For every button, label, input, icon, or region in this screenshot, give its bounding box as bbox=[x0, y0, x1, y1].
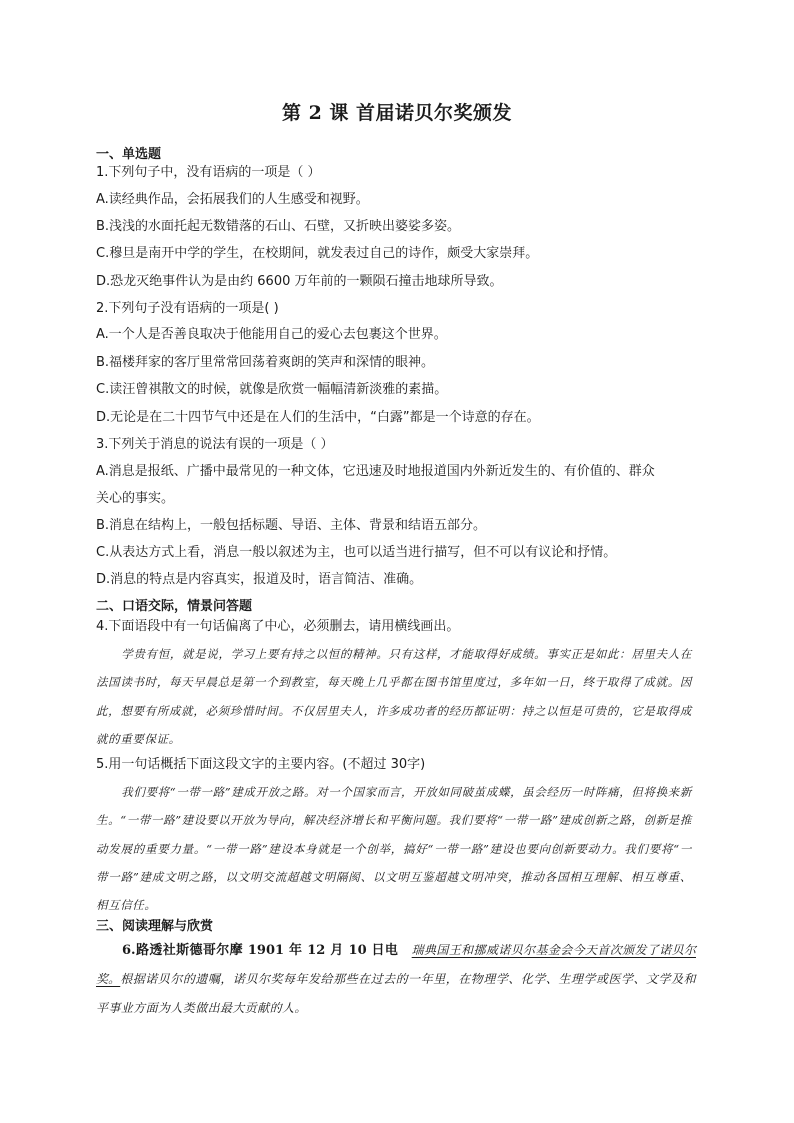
section-heading-single-choice: 一、单选题 bbox=[96, 147, 162, 162]
section-heading-oral-communication: 二、口语交际，情景问答题 bbox=[96, 599, 253, 614]
question-4-stem: 4.下面语段中有一句话偏离了中心，必须删去，请用横线画出。 bbox=[96, 619, 460, 634]
question-1-option-c: C.穆旦是南开中学的学生，在校期间，就发表过自己的诗作，颇受大家崇拜。 bbox=[96, 246, 539, 261]
question-2-option-c: C.读汪曾祺散文的时候，就像是欣赏一幅幅清新淡雅的素描。 bbox=[96, 382, 448, 397]
question-2-option-b: B.福楼拜家的客厅里常常回荡着爽朗的笑声和深情的眼神。 bbox=[96, 355, 435, 370]
section-heading-reading: 三、阅读理解与欣赏 bbox=[96, 919, 214, 934]
question-6-lead-sentence: 瑞典国王和挪威诺贝尔基金会今天首次颁发了诺贝尔奖。 bbox=[96, 943, 696, 986]
question-4-passage: 学贵有恒，就是说，学习上要有持之以恒的精神。只有这样，才能取得好成绩。事实正是如此：居里夫人在法国读书时，每天早晨总是第一个到教室，每天晚上几乎都在图书馆里度过，多年如一日，终于取得了成就。因此，想要有所成就，必须珍惜时间。不仅居里夫人，许多成功者的经历都证明：持之以恒是可贵的，它是取得成就的重要保证。 bbox=[96, 647, 692, 746]
question-1-option-b: B.浅浅的水面托起无数错落的石山、石壁，又折映出婆娑多姿。 bbox=[96, 219, 461, 234]
page-title: 第 2 课 首届诺贝尔奖颁发 bbox=[281, 102, 513, 124]
question-2-stem: 2.下列句子没有语病的一项是( ) bbox=[96, 301, 279, 316]
question-1-option-d: D.恐龙灭绝事件认为是由约 6600 万年前的一颗陨石撞击地球所导致。 bbox=[96, 274, 503, 289]
question-3-option-a: A.消息是报纸、广播中最常见的一种文体，它迅速及时地报道国内外新近发生的、有价值的、群众 bbox=[96, 464, 655, 479]
question-2-option-a: A.一个人是否善良取决于他能用自己的爱心去包裹这个世界。 bbox=[96, 327, 447, 342]
question-1-stem: 1.下列句子中，没有语病的一项是（ ） bbox=[96, 165, 321, 180]
question-6-body: 根据诺贝尔的遗嘱，诺贝尔奖每年发给那些在过去的一年里，在物理学、化学、生理学或医学、文学及和平事业方面为人类做出最大贡献的人。 bbox=[96, 972, 696, 1015]
question-2-option-d: D.无论是在二十四节气中还是在人们的生活中，“白露”都是一个诗意的存在。 bbox=[96, 410, 540, 425]
question-3-option-b: B.消息在结构上，一般包括标题、导语、主体、背景和结语五部分。 bbox=[96, 518, 487, 533]
question-6-heading: 6.路透社斯德哥尔摩 1901 年 12 月 10 日电 bbox=[122, 943, 399, 958]
question-3-option-c: C.从表达方式上看，消息一般以叙述为主，也可以适当进行描写，但不可以有议论和抒情。 bbox=[96, 545, 617, 560]
question-1-option-a: A.读经典作品，会拓展我们的人生感受和视野。 bbox=[96, 192, 369, 207]
question-3-option-a-continued: 关心的事实。 bbox=[96, 491, 175, 506]
question-5-stem: 5.用一句话概括下面这段文字的主要内容。(不超过 30字) bbox=[96, 757, 426, 772]
question-6-paragraph bbox=[96, 936, 696, 1023]
question-3-stem: 3.下列关于消息的说法有误的一项是（ ） bbox=[96, 437, 334, 452]
question-5-passage: 我们要将“一带一路”建成开放之路。对一个国家而言，开放如同破茧成蝶，虽会经历一时阵痛，但将换来新生。“一带一路”建设要以开放为导向，解决经济增长和平衡问题。我们要将“一带一路”建成创新之路，创新是推动发展的重要力量。“一带一路”建设本身就是一个创举，搞好“一带一路”建设也要向创新要动力。我们要将“一带一路”建成文明之路，以文明交流超越文明隔阂、以文明互鉴超越文明冲突，推动各国相互理解、相互尊重、相互信任。 bbox=[96, 785, 692, 913]
question-3-option-d: D.消息的特点是内容真实，报道及时，语言简洁、准确。 bbox=[96, 572, 423, 587]
